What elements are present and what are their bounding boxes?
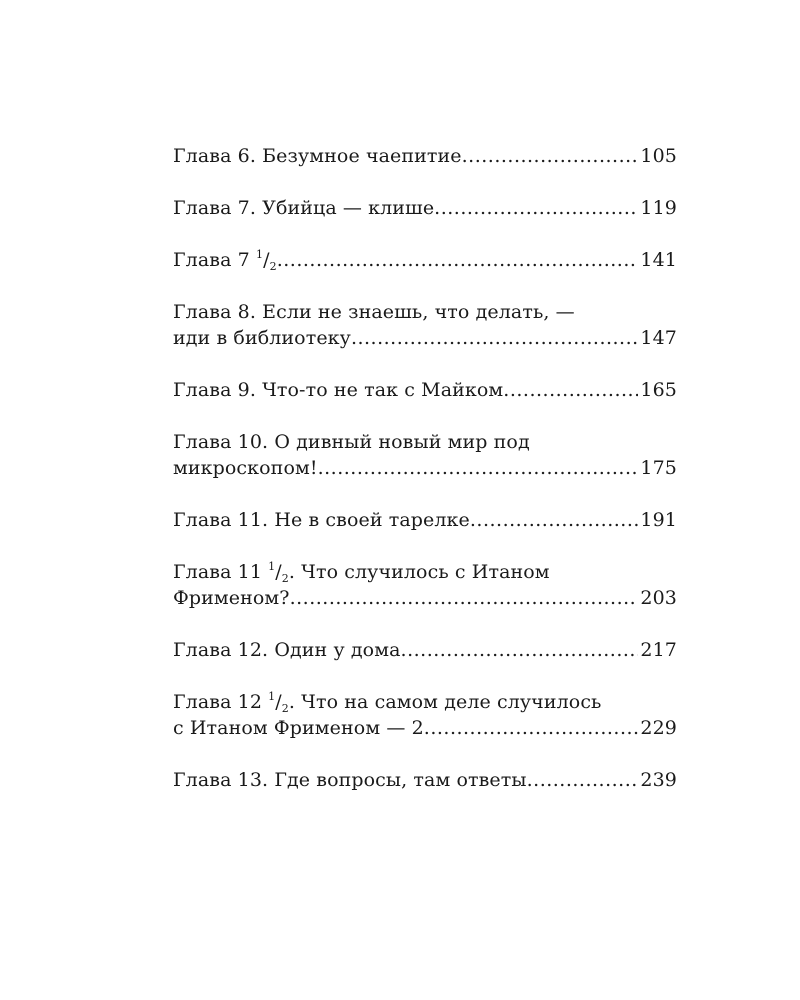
toc-line	[173, 637, 677, 663]
chapter-title: Что-то не так с Майком	[262, 379, 504, 401]
toc-entry-chapter-12-half[interactable]	[173, 689, 677, 741]
toc-line	[173, 585, 677, 611]
chapter-title-line1: О дивный новый мир под	[274, 431, 530, 453]
chapter-title-line1: Если не знаешь, что делать, —	[262, 301, 575, 323]
toc-entry-chapter-11[interactable]	[173, 507, 677, 533]
chapter-title: Где вопросы, там ответы	[274, 769, 527, 791]
toc-line	[173, 325, 677, 351]
toc-entry-title-line1	[173, 299, 575, 325]
toc-entry-chapter-7[interactable]	[173, 195, 677, 221]
chapter-title: Убийца — клише	[262, 197, 435, 219]
toc-line	[173, 143, 677, 169]
chapter-label: Глава 11	[173, 561, 263, 583]
toc-entry-title-line1: Глава 11 $^1/_2$. Что случилось с Итаном	[173, 560, 550, 585]
dot-leader	[470, 507, 639, 533]
toc-line	[173, 247, 677, 273]
chapter-label: Глава 9.	[173, 379, 256, 401]
chapter-label: Глава 6.	[173, 145, 256, 167]
toc-entry-chapter-7-half[interactable]	[173, 247, 677, 273]
toc-entry-chapter-8[interactable]	[173, 299, 677, 351]
fraction-denominator: 2	[281, 702, 289, 715]
toc-entry-chapter-10[interactable]	[173, 429, 677, 481]
toc-entry-title	[173, 637, 401, 663]
toc-line	[173, 195, 677, 221]
chapter-title: иди в библиотеку	[173, 327, 351, 349]
toc-line	[173, 507, 677, 533]
toc-entry-title-line1	[173, 429, 530, 455]
page-number: 229	[640, 717, 677, 739]
toc-entry-title	[173, 377, 503, 403]
dot-leader	[434, 195, 638, 221]
toc-line	[173, 559, 677, 585]
dot-leader	[318, 455, 639, 481]
page-number: 239	[640, 769, 677, 791]
chapter-title-line1: . Что на самом деле случилось	[288, 691, 602, 713]
toc-entry-chapter-12[interactable]	[173, 637, 677, 663]
chapter-title-line1: . Что случилось с Итаном	[288, 561, 550, 583]
dot-leader	[277, 247, 639, 273]
toc-entry-chapter-6[interactable]	[173, 143, 677, 169]
chapter-label: Глава 7	[173, 249, 250, 271]
toc-line	[173, 689, 677, 715]
page-number: 141	[640, 249, 677, 271]
chapter-title: Безумное чаепитие	[262, 145, 462, 167]
page-number: 165	[640, 379, 677, 401]
page-number: 147	[640, 327, 677, 349]
page-number: 119	[640, 197, 677, 219]
chapter-title: микроскопом!	[173, 457, 318, 479]
fraction-numerator: 1	[268, 560, 276, 573]
dot-leader	[351, 325, 638, 351]
page-number: 175	[640, 457, 677, 479]
chapter-title: Фрименом?	[173, 587, 290, 609]
page-number: 203	[640, 587, 677, 609]
dot-leader	[527, 767, 639, 793]
dot-leader	[401, 637, 639, 663]
fraction-denominator: 2	[269, 260, 277, 273]
toc-line	[173, 767, 677, 793]
chapter-label: Глава 8.	[173, 301, 256, 323]
dot-leader	[462, 143, 639, 169]
toc-entry-title	[173, 507, 470, 533]
chapter-label: Глава 10.	[173, 431, 269, 453]
page-number: 105	[640, 145, 677, 167]
toc-entry-chapter-9[interactable]	[173, 377, 677, 403]
chapter-title: с Итаном Фрименом — 2	[173, 717, 424, 739]
chapter-title: Не в своей тарелке	[274, 509, 470, 531]
toc-entry-chapter-13[interactable]	[173, 767, 677, 793]
toc-entry-chapter-11-half[interactable]	[173, 559, 677, 611]
toc-line	[173, 715, 677, 741]
toc-entry-title	[173, 767, 527, 793]
chapter-label: Глава 7.	[173, 197, 256, 219]
toc-line	[173, 455, 677, 481]
fraction-denominator: 2	[281, 572, 289, 585]
page-number: 191	[640, 509, 677, 531]
page-number: 217	[640, 639, 677, 661]
toc-line	[173, 299, 677, 325]
chapter-label: Глава 12	[173, 691, 263, 713]
chapter-label: Глава 11.	[173, 509, 269, 531]
chapter-label: Глава 13.	[173, 769, 269, 791]
chapter-title: Один у дома	[274, 639, 401, 661]
dot-leader	[503, 377, 638, 403]
chapter-label: Глава 12.	[173, 639, 269, 661]
toc-entry-title-line1: Глава 12 $^1/_2$. Что на самом деле случилось	[173, 690, 602, 715]
toc-line	[173, 429, 677, 455]
toc-line	[173, 377, 677, 403]
fraction-numerator: 1	[268, 690, 276, 703]
table-of-contents	[173, 143, 677, 819]
toc-entry-title	[173, 195, 434, 221]
toc-entry-title	[173, 143, 462, 169]
dot-leader	[424, 715, 639, 741]
toc-entry-title: Глава 7 $^1/_2$	[173, 248, 277, 273]
fraction-numerator: 1	[255, 248, 264, 261]
dot-leader	[290, 585, 639, 611]
